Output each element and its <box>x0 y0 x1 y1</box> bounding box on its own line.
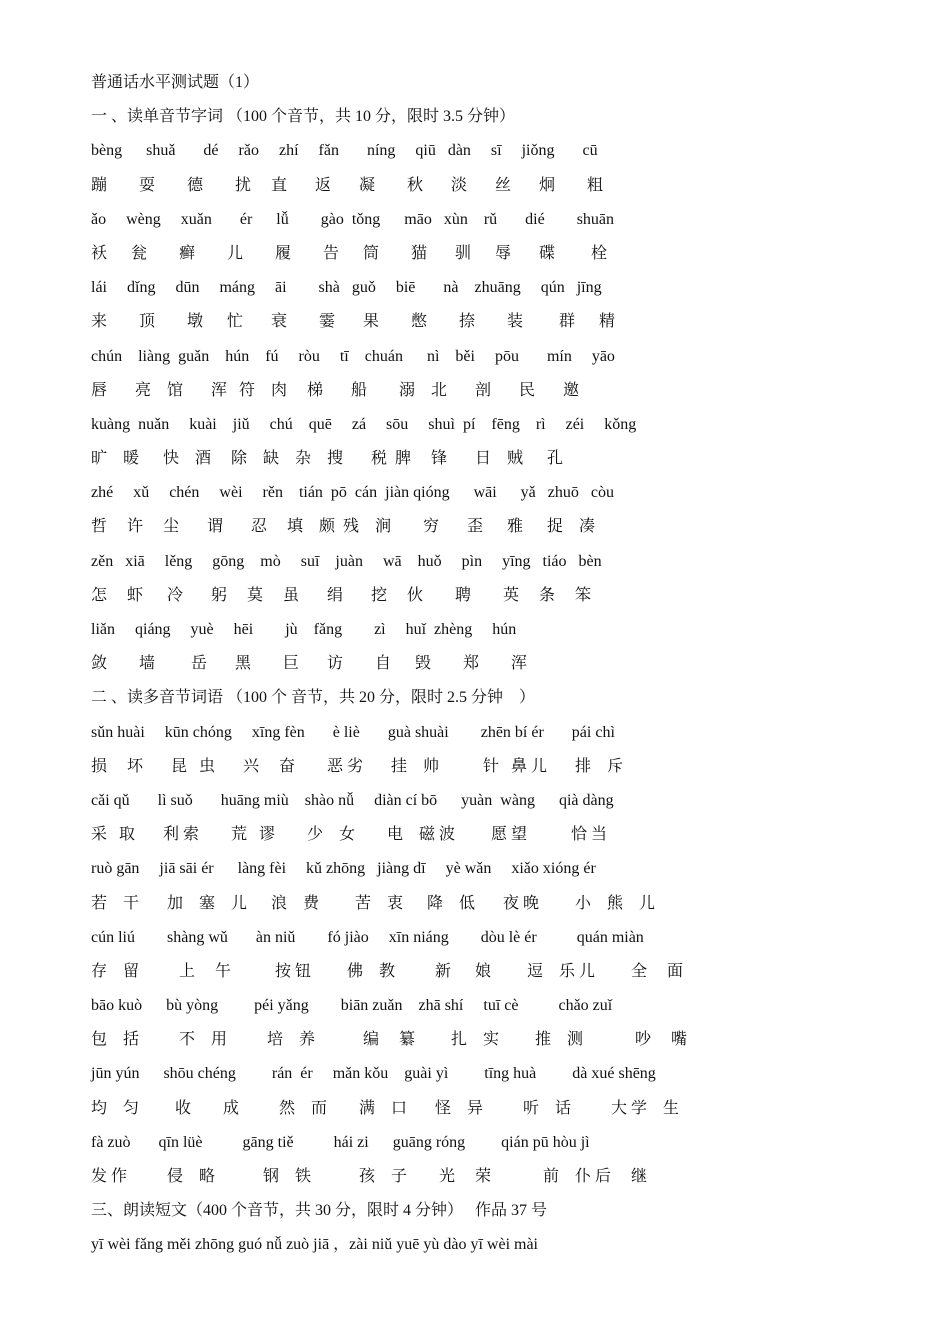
pinyin-line: yī wèi fǎng měi zhōng guó nǚ zuò jiā ，zài niǔ yuē yù dào yī wèi mài <box>91 1236 539 1254</box>
pinyin-line: bāo kuò bù yòng péi yǎng biān zuǎn zhā shí tuī cè chǎo zuǐ <box>91 997 613 1015</box>
hanzi-line: 敛 墙 岳 黑 巨 访 自 毁 郑 浑 <box>91 655 528 673</box>
pinyin-line: bèng shuǎ dé rǎo zhí fǎn níng qiū dàn sī jiǒng cū <box>91 142 598 160</box>
document-lines <box>91 100 871 1262</box>
pinyin-line: liǎn qiáng yuè hēi jù fǎng zì huǐ zhèng hún <box>91 621 517 638</box>
pinyin-line: ǎo wèng xuǎn ér lǚ gào tǒng māo xùn rǔ dié shuān <box>91 210 615 228</box>
pinyin-line: jūn yún shōu chéng rán ér mǎn kǒu guài yì tīng huà dà xué shēng <box>91 1065 656 1083</box>
hanzi-line: 蹦 耍 德 扰 直 返 凝 秋 淡 丝 炯 粗 <box>91 176 604 194</box>
hanzi-line: 来 顶 墩 忙 衰 霎 果 憋 捺 装 群 精 <box>91 313 616 331</box>
pinyin-line: cǎi qǔ lì suǒ huāng miù shào nǚ diàn cí bō yuàn wàng qià dàng <box>91 791 614 809</box>
hanzi-line: 采 取 利 索 荒 谬 少 女 电 磁 波 愿 望 恰 当 <box>91 826 608 844</box>
pinyin-line: fà zuò qīn lüè gāng tiě hái zi guāng róng qián pū hòu jì <box>91 1133 590 1151</box>
hanzi-line: 怎 虾 冷 躬 莫 虽 绢 挖 伙 聘 英 条 笨 <box>91 586 592 604</box>
pinyin-line: zhé xǔ chén wèi rěn tián pō cán jiàn qióng wāi yǎ zhuō còu <box>91 484 614 502</box>
hanzi-line: 唇 亮 馆 浑 符 肉 梯 船 溺 北 剖 民 邀 <box>91 381 580 399</box>
section-heading: 二 、读多音节词语 （100 个 音节，共 20 分，限时 2.5 分钟 ） <box>91 689 536 707</box>
document-title: 普通话水平测试题（1） <box>91 74 260 91</box>
section-heading: 一 、读单音节字词 （100 个音节，共 10 分，限时 3.5 分钟） <box>91 108 516 126</box>
pinyin-line: lái dǐng dūn máng āi shà guǒ biē nà zhuāng qún jīng <box>91 279 602 297</box>
pinyin-line: ruò gān jiā sāi ér làng fèi kǔ zhōng jiàng dī yè wǎn xiǎo xióng ér <box>91 860 596 878</box>
hanzi-line: 损 坏 昆 虫 兴 奋 恶 劣 挂 帅 针 鼻 儿 排 斥 <box>91 757 624 775</box>
hanzi-line: 发 作 侵 略 钢 铁 孩 子 光 荣 前 仆 后 继 <box>91 1168 648 1185</box>
hanzi-line: 哲 许 尘 谓 忍 填 颇 残 涧 穷 歪 雅 捉 凑 <box>91 518 596 536</box>
hanzi-line: 旷 暖 快 酒 除 缺 杂 搜 税 脾 锋 日 贼 孔 <box>91 450 564 468</box>
pinyin-line: cún liú shàng wǔ àn niǔ fó jiào xīn niáng dòu lè ér quán miàn <box>91 928 644 946</box>
hanzi-line: 包 括 不 用 培 养 编 纂 扎 实 推 测 吵 嘴 <box>91 1031 688 1049</box>
hanzi-line: 存 留 上 午 按 钮 佛 教 新 娘 逗 乐 儿 全 面 <box>91 962 684 980</box>
pinyin-line: chún liàng guǎn hún fú ròu tī chuán nì běi pōu mín yāo <box>91 347 615 365</box>
hanzi-line: 均 匀 收 成 然 而 满 口 怪 异 听 话 大 学 生 <box>91 1099 680 1117</box>
section-heading: 三、朗读短文（400 个音节，共 30 分，限时 4 分钟） 作品 37 号 <box>91 1202 548 1220</box>
pinyin-line: kuàng nuǎn kuài jiǔ chú quē zá sōu shuì pí fēng rì zéi kǒng <box>91 415 637 433</box>
hanzi-line: 若 干 加 塞 儿 浪 费 苦 衷 降 低 夜 晚 小 熊 儿 <box>91 894 656 912</box>
pinyin-line: zěn xiā lěng gōng mò suī juàn wā huǒ pìn yīng tiáo bèn <box>91 552 602 570</box>
pinyin-line: sǔn huài kūn chóng xīng fèn è liè guà shuài zhēn bí ér pái chì <box>91 723 615 741</box>
document-body <box>91 66 871 1263</box>
hanzi-line: 袄 瓮 癣 儿 履 告 筒 猫 驯 辱 碟 栓 <box>91 244 608 262</box>
